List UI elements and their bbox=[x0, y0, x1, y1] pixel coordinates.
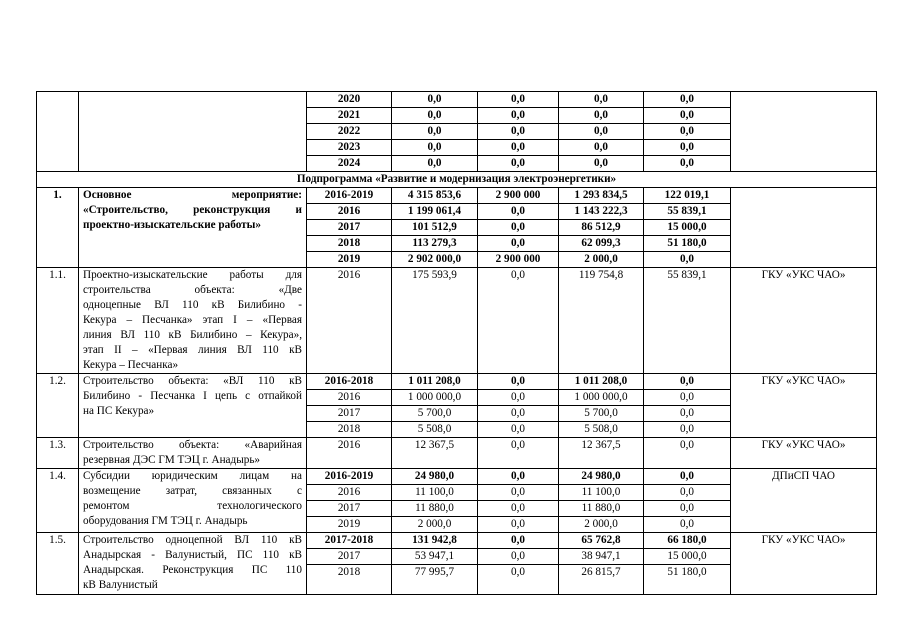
item-description bbox=[79, 533, 307, 595]
table-row bbox=[37, 374, 877, 390]
regional-cell: 62 099,3 bbox=[559, 236, 644, 252]
total-cell: 131 942,8 bbox=[392, 533, 478, 549]
year-cell: 2017 bbox=[307, 406, 392, 422]
federal-cell: 0,0 bbox=[478, 390, 559, 406]
table-row bbox=[37, 92, 877, 108]
total-cell: 0,0 bbox=[392, 92, 478, 108]
year-cell: 2021 bbox=[307, 108, 392, 124]
desc-line: Основное мероприятие: bbox=[83, 189, 302, 201]
regional-cell: 24 980,0 bbox=[559, 469, 644, 485]
other-cell: 0,0 bbox=[644, 390, 731, 406]
year-cell: 2016 bbox=[307, 268, 392, 374]
total-cell: 0,0 bbox=[392, 156, 478, 172]
other-cell: 0,0 bbox=[644, 501, 731, 517]
desc-line: Строительство одноцепной ВЛ 110 кВ bbox=[83, 534, 302, 546]
federal-cell: 0,0 bbox=[478, 156, 559, 172]
total-cell: 113 279,3 bbox=[392, 236, 478, 252]
subprogram-title: Подпрограмма «Развитие и модернизация электроэнергетики» bbox=[37, 172, 877, 188]
federal-cell: 0,0 bbox=[478, 549, 559, 565]
year-cell: 2016 bbox=[307, 438, 392, 469]
total-cell: 101 512,9 bbox=[392, 220, 478, 236]
total-cell: 11 880,0 bbox=[392, 501, 478, 517]
total-cell: 5 508,0 bbox=[392, 422, 478, 438]
total-cell: 24 980,0 bbox=[392, 469, 478, 485]
regional-cell: 11 100,0 bbox=[559, 485, 644, 501]
year-cell: 2016-2018 bbox=[307, 374, 392, 390]
regional-cell: 1 293 834,5 bbox=[559, 188, 644, 204]
item-description bbox=[79, 188, 307, 268]
federal-cell: 2 900 000 bbox=[478, 252, 559, 268]
desc-line: резервная ДЭС ГМ ТЭЦ г. Анадырь» bbox=[83, 454, 261, 466]
desc-line: Субсидии юридическим лицам на bbox=[83, 470, 302, 482]
federal-cell: 0,0 bbox=[478, 469, 559, 485]
federal-cell: 0,0 bbox=[478, 422, 559, 438]
year-cell: 2017 bbox=[307, 220, 392, 236]
desc-cell bbox=[79, 92, 307, 172]
other-cell: 0,0 bbox=[644, 108, 731, 124]
org-cell bbox=[731, 92, 877, 172]
year-cell: 2016 bbox=[307, 204, 392, 220]
federal-cell: 0,0 bbox=[478, 438, 559, 469]
total-cell: 12 367,5 bbox=[392, 438, 478, 469]
federal-cell: 0,0 bbox=[478, 140, 559, 156]
desc-line: Билибино - Песчанка I цепь с отпайкой bbox=[83, 390, 302, 402]
total-cell: 2 902 000,0 bbox=[392, 252, 478, 268]
other-cell: 0,0 bbox=[644, 438, 731, 469]
other-cell: 0,0 bbox=[644, 374, 731, 390]
other-cell: 55 839,1 bbox=[644, 268, 731, 374]
regional-cell: 86 512,9 bbox=[559, 220, 644, 236]
other-cell: 51 180,0 bbox=[644, 565, 731, 595]
other-cell: 0,0 bbox=[644, 517, 731, 533]
desc-line: кВ Валунистый bbox=[83, 579, 158, 591]
desc-line: Строительство объекта: «ВЛ 110 кВ bbox=[83, 375, 302, 387]
desc-line: «Строительство, реконструкция и bbox=[83, 204, 302, 216]
item-number: 1.5. bbox=[37, 533, 79, 595]
regional-cell: 12 367,5 bbox=[559, 438, 644, 469]
regional-cell: 1 000 000,0 bbox=[559, 390, 644, 406]
federal-cell: 2 900 000 bbox=[478, 188, 559, 204]
federal-cell: 0,0 bbox=[478, 124, 559, 140]
year-cell: 2024 bbox=[307, 156, 392, 172]
regional-cell: 1 143 222,3 bbox=[559, 204, 644, 220]
item-description bbox=[79, 469, 307, 533]
total-cell: 4 315 853,6 bbox=[392, 188, 478, 204]
responsible-org: ГКУ «УКС ЧАО» bbox=[731, 438, 877, 469]
regional-cell: 65 762,8 bbox=[559, 533, 644, 549]
item-number: 1. bbox=[37, 188, 79, 268]
desc-line: Анадырская - Валунистый, ПС 110 кВ bbox=[83, 549, 302, 561]
federal-cell: 0,0 bbox=[478, 517, 559, 533]
year-cell: 2017 bbox=[307, 501, 392, 517]
subprogram-row bbox=[37, 172, 877, 188]
total-cell: 53 947,1 bbox=[392, 549, 478, 565]
other-cell: 15 000,0 bbox=[644, 220, 731, 236]
item-description bbox=[79, 438, 307, 469]
desc-line: возмещение затрат, связанных с bbox=[83, 485, 302, 497]
total-cell: 2 000,0 bbox=[392, 517, 478, 533]
year-cell: 2016-2019 bbox=[307, 188, 392, 204]
desc-line: Кекура – Песчанка» этап I – «Первая bbox=[83, 314, 302, 326]
year-cell: 2016 bbox=[307, 390, 392, 406]
other-cell: 0,0 bbox=[644, 469, 731, 485]
item-description bbox=[79, 374, 307, 438]
table-row bbox=[37, 268, 877, 374]
num-cell bbox=[37, 92, 79, 172]
year-cell: 2017 bbox=[307, 549, 392, 565]
responsible-org: ГКУ «УКС ЧАО» bbox=[731, 533, 877, 595]
year-cell: 2022 bbox=[307, 124, 392, 140]
regional-cell: 0,0 bbox=[559, 92, 644, 108]
other-cell: 66 180,0 bbox=[644, 533, 731, 549]
year-cell: 2016 bbox=[307, 485, 392, 501]
item-number: 1.4. bbox=[37, 469, 79, 533]
desc-line: Анадырская. Реконструкция ПС 110 bbox=[83, 564, 302, 576]
regional-cell: 11 880,0 bbox=[559, 501, 644, 517]
regional-cell: 38 947,1 bbox=[559, 549, 644, 565]
other-cell: 55 839,1 bbox=[644, 204, 731, 220]
table-row bbox=[37, 469, 877, 485]
total-cell: 11 100,0 bbox=[392, 485, 478, 501]
federal-cell: 0,0 bbox=[478, 533, 559, 549]
federal-cell: 0,0 bbox=[478, 236, 559, 252]
total-cell: 0,0 bbox=[392, 140, 478, 156]
desc-line: оборудования ГМ ТЭЦ г. Анадырь bbox=[83, 515, 248, 527]
year-cell: 2019 bbox=[307, 517, 392, 533]
desc-line: проектно-изыскательские работы» bbox=[83, 219, 261, 231]
other-cell: 0,0 bbox=[644, 92, 731, 108]
other-cell: 15 000,0 bbox=[644, 549, 731, 565]
total-cell: 0,0 bbox=[392, 124, 478, 140]
desc-line: одноцепные ВЛ 110 кВ Билибино - bbox=[83, 299, 302, 311]
federal-cell: 0,0 bbox=[478, 406, 559, 422]
other-cell: 0,0 bbox=[644, 252, 731, 268]
desc-line: линия ВЛ 110 кВ Билибино – Кекура», bbox=[83, 329, 302, 341]
org-cell bbox=[731, 188, 877, 268]
other-cell: 0,0 bbox=[644, 124, 731, 140]
total-cell: 5 700,0 bbox=[392, 406, 478, 422]
desc-line: Строительство объекта: «Аварийная bbox=[83, 439, 302, 451]
federal-cell: 0,0 bbox=[478, 108, 559, 124]
table-row bbox=[37, 533, 877, 549]
federal-cell: 0,0 bbox=[478, 92, 559, 108]
regional-cell: 2 000,0 bbox=[559, 252, 644, 268]
total-cell: 1 199 061,4 bbox=[392, 204, 478, 220]
year-cell: 2020 bbox=[307, 92, 392, 108]
budget-table bbox=[36, 91, 877, 595]
table-row bbox=[37, 438, 877, 469]
responsible-org: ГКУ «УКС ЧАО» bbox=[731, 268, 877, 374]
total-cell: 77 995,7 bbox=[392, 565, 478, 595]
year-cell: 2019 bbox=[307, 252, 392, 268]
responsible-org: ДПиСП ЧАО bbox=[731, 469, 877, 533]
responsible-org: ГКУ «УКС ЧАО» bbox=[731, 374, 877, 438]
year-cell: 2018 bbox=[307, 422, 392, 438]
year-cell: 2018 bbox=[307, 565, 392, 595]
item-number: 1.1. bbox=[37, 268, 79, 374]
item-number: 1.2. bbox=[37, 374, 79, 438]
other-cell: 0,0 bbox=[644, 485, 731, 501]
federal-cell: 0,0 bbox=[478, 485, 559, 501]
regional-cell: 1 011 208,0 bbox=[559, 374, 644, 390]
regional-cell: 0,0 bbox=[559, 124, 644, 140]
year-cell: 2023 bbox=[307, 140, 392, 156]
desc-line: ремонтом технологического bbox=[83, 500, 302, 512]
year-cell: 2018 bbox=[307, 236, 392, 252]
desc-line: Кекура – Песчанка» bbox=[83, 359, 179, 371]
other-cell: 0,0 bbox=[644, 406, 731, 422]
federal-cell: 0,0 bbox=[478, 565, 559, 595]
federal-cell: 0,0 bbox=[478, 204, 559, 220]
other-cell: 0,0 bbox=[644, 140, 731, 156]
total-cell: 175 593,9 bbox=[392, 268, 478, 374]
desc-line: этап II – «Первая линия ВЛ 110 кВ bbox=[83, 344, 302, 356]
item-description bbox=[79, 268, 307, 374]
federal-cell: 0,0 bbox=[478, 374, 559, 390]
federal-cell: 0,0 bbox=[478, 501, 559, 517]
regional-cell: 26 815,7 bbox=[559, 565, 644, 595]
total-cell: 0,0 bbox=[392, 108, 478, 124]
total-cell: 1 011 208,0 bbox=[392, 374, 478, 390]
federal-cell: 0,0 bbox=[478, 220, 559, 236]
table-row bbox=[37, 188, 877, 204]
total-cell: 1 000 000,0 bbox=[392, 390, 478, 406]
other-cell: 0,0 bbox=[644, 156, 731, 172]
regional-cell: 0,0 bbox=[559, 156, 644, 172]
regional-cell: 119 754,8 bbox=[559, 268, 644, 374]
regional-cell: 0,0 bbox=[559, 108, 644, 124]
other-cell: 122 019,1 bbox=[644, 188, 731, 204]
year-cell: 2016-2019 bbox=[307, 469, 392, 485]
year-cell: 2017-2018 bbox=[307, 533, 392, 549]
other-cell: 0,0 bbox=[644, 422, 731, 438]
regional-cell: 5 508,0 bbox=[559, 422, 644, 438]
other-cell: 51 180,0 bbox=[644, 236, 731, 252]
regional-cell: 2 000,0 bbox=[559, 517, 644, 533]
desc-line: на ПС Кекура» bbox=[83, 405, 155, 417]
item-number: 1.3. bbox=[37, 438, 79, 469]
regional-cell: 0,0 bbox=[559, 140, 644, 156]
federal-cell: 0,0 bbox=[478, 268, 559, 374]
desc-line: строительства объекта: «Две bbox=[83, 284, 302, 296]
desc-line: Проектно-изыскательские работы для bbox=[83, 269, 302, 281]
regional-cell: 5 700,0 bbox=[559, 406, 644, 422]
